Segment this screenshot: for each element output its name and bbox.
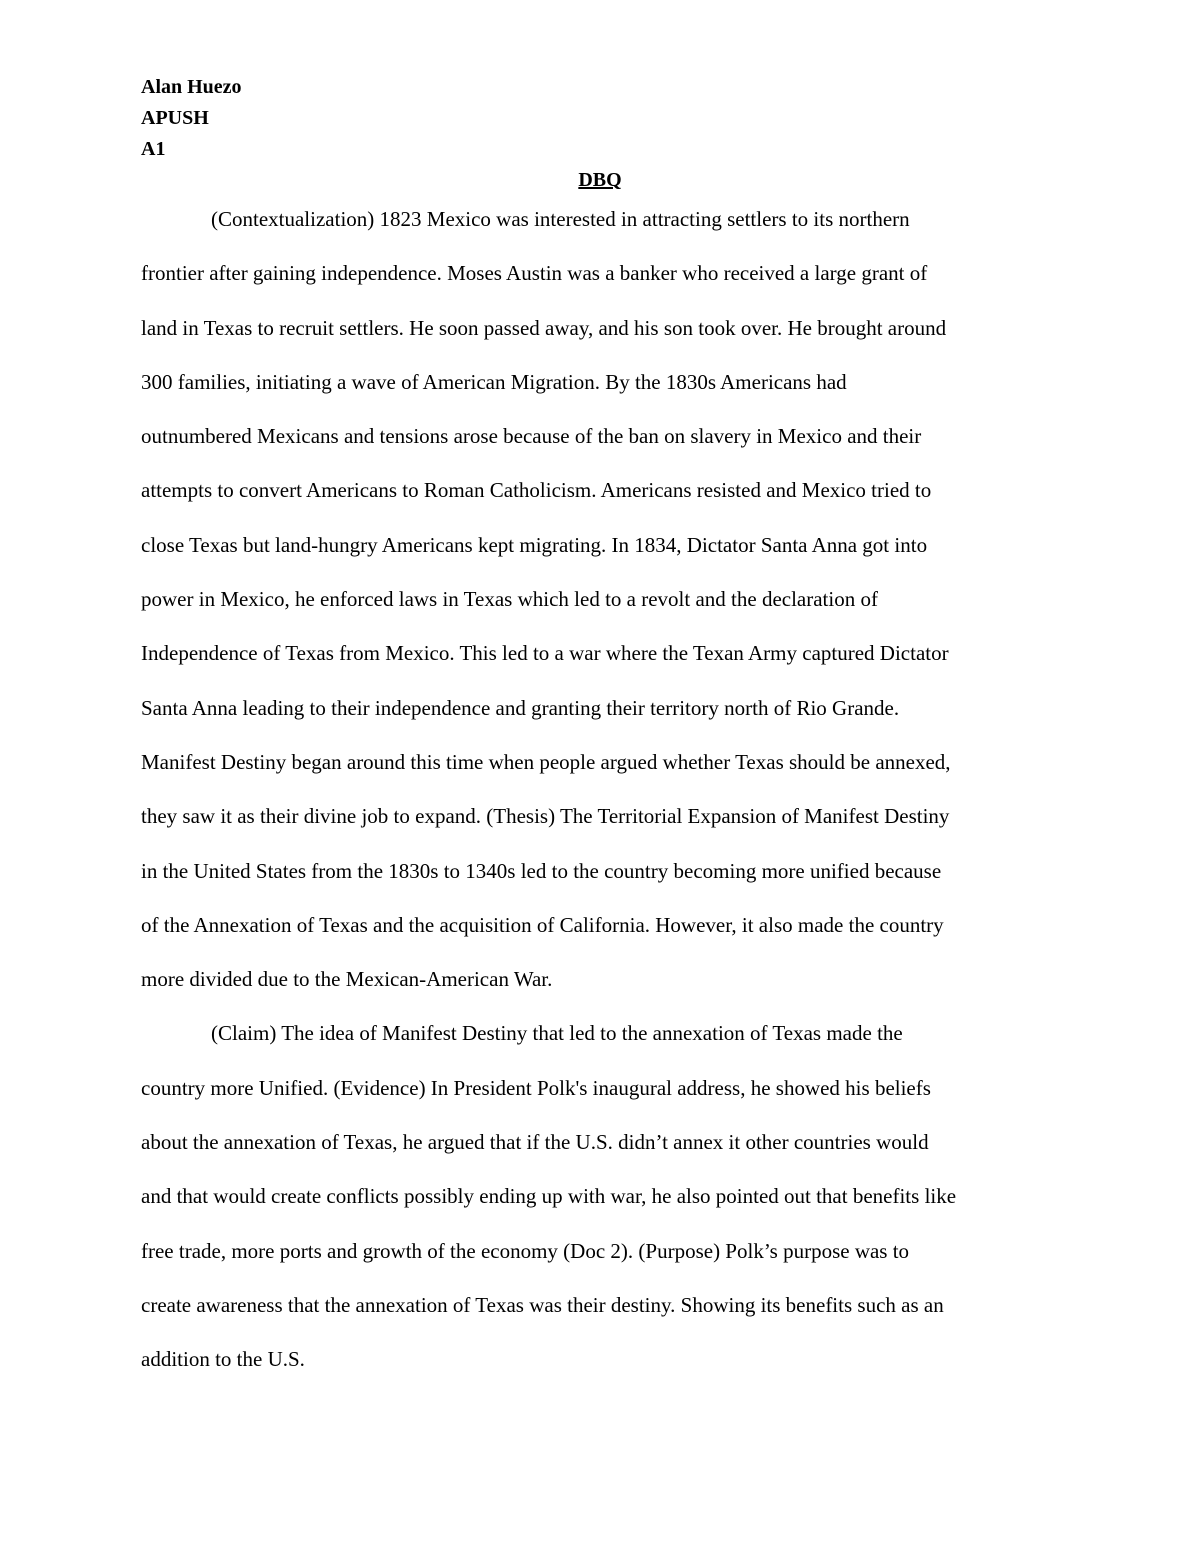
- paragraph-line: addition to the U.S.: [141, 1347, 305, 1372]
- paragraph-line: in the United States from the 1830s to 1340s led to the country becoming more unified because: [141, 858, 942, 883]
- paragraph-line: about the annexation of Texas, he argued that if the U.S. didn’t annex it other countries would: [141, 1130, 929, 1155]
- essay-body: [141, 192, 1071, 1387]
- course-name: APUSH: [141, 107, 209, 129]
- paragraph-line: Santa Anna leading to their independence and granting their territory north of Rio Grande.: [141, 695, 900, 720]
- paragraph-claim: [141, 1006, 1071, 1386]
- paragraph-line: country more Unified. (Evidence) In President Polk's inaugural address, he showed his beliefs: [141, 1075, 931, 1100]
- paragraph-line: create awareness that the annexation of Texas was their destiny. Showing its benefits such as an: [141, 1292, 944, 1317]
- paragraph-line: and that would create conflicts possibly ending up with war, he also pointed out that benefits like: [141, 1184, 957, 1209]
- paragraph-line: (Contextualization) 1823 Mexico was interested in attracting settlers to its northern: [211, 207, 910, 231]
- class-period: A1: [141, 138, 166, 160]
- paragraph-contextualization: [141, 192, 1071, 1006]
- paragraph-line: free trade, more ports and growth of the economy (Doc 2). (Purpose) Polk’s purpose was to: [141, 1238, 910, 1263]
- paragraph-line: Manifest Destiny began around this time when people argued whether Texas should be annexed,: [141, 749, 951, 774]
- paragraph-line: power in Mexico, he enforced laws in Texas which led to a revolt and the declaration of: [141, 587, 878, 612]
- paragraph-line: more divided due to the Mexican-American War.: [141, 967, 553, 992]
- paragraph-line: they saw it as their divine job to expand. (Thesis) The Territorial Expansion of Manifest Destiny: [141, 804, 950, 829]
- paragraph-line: land in Texas to recruit settlers. He soon passed away, and his son took over. He brought around: [141, 315, 947, 340]
- paragraph-line: Independence of Texas from Mexico. This led to a war where the Texan Army captured Dictator: [141, 641, 949, 666]
- document-title: DBQ: [578, 169, 622, 191]
- paragraph-line: close Texas but land-hungry Americans kept migrating. In 1834, Dictator Santa Anna got into: [141, 532, 928, 557]
- paragraph-line: of the Annexation of Texas and the acquisition of California. However, it also made the country: [141, 912, 944, 937]
- paragraph-line: frontier after gaining independence. Moses Austin was a banker who received a large grant of: [141, 261, 928, 286]
- student-name: Alan Huezo: [141, 76, 242, 98]
- paragraph-line: attempts to convert Americans to Roman Catholicism. Americans resisted and Mexico tried to: [141, 478, 932, 503]
- paragraph-line: (Claim) The idea of Manifest Destiny that led to the annexation of Texas made the: [211, 1021, 903, 1046]
- student-header: [141, 72, 541, 165]
- paragraph-line: outnumbered Mexicans and tensions arose because of the ban on slavery in Mexico and their: [141, 424, 922, 449]
- paragraph-line: 300 families, initiating a wave of American Migration. By the 1830s Americans had: [141, 369, 847, 394]
